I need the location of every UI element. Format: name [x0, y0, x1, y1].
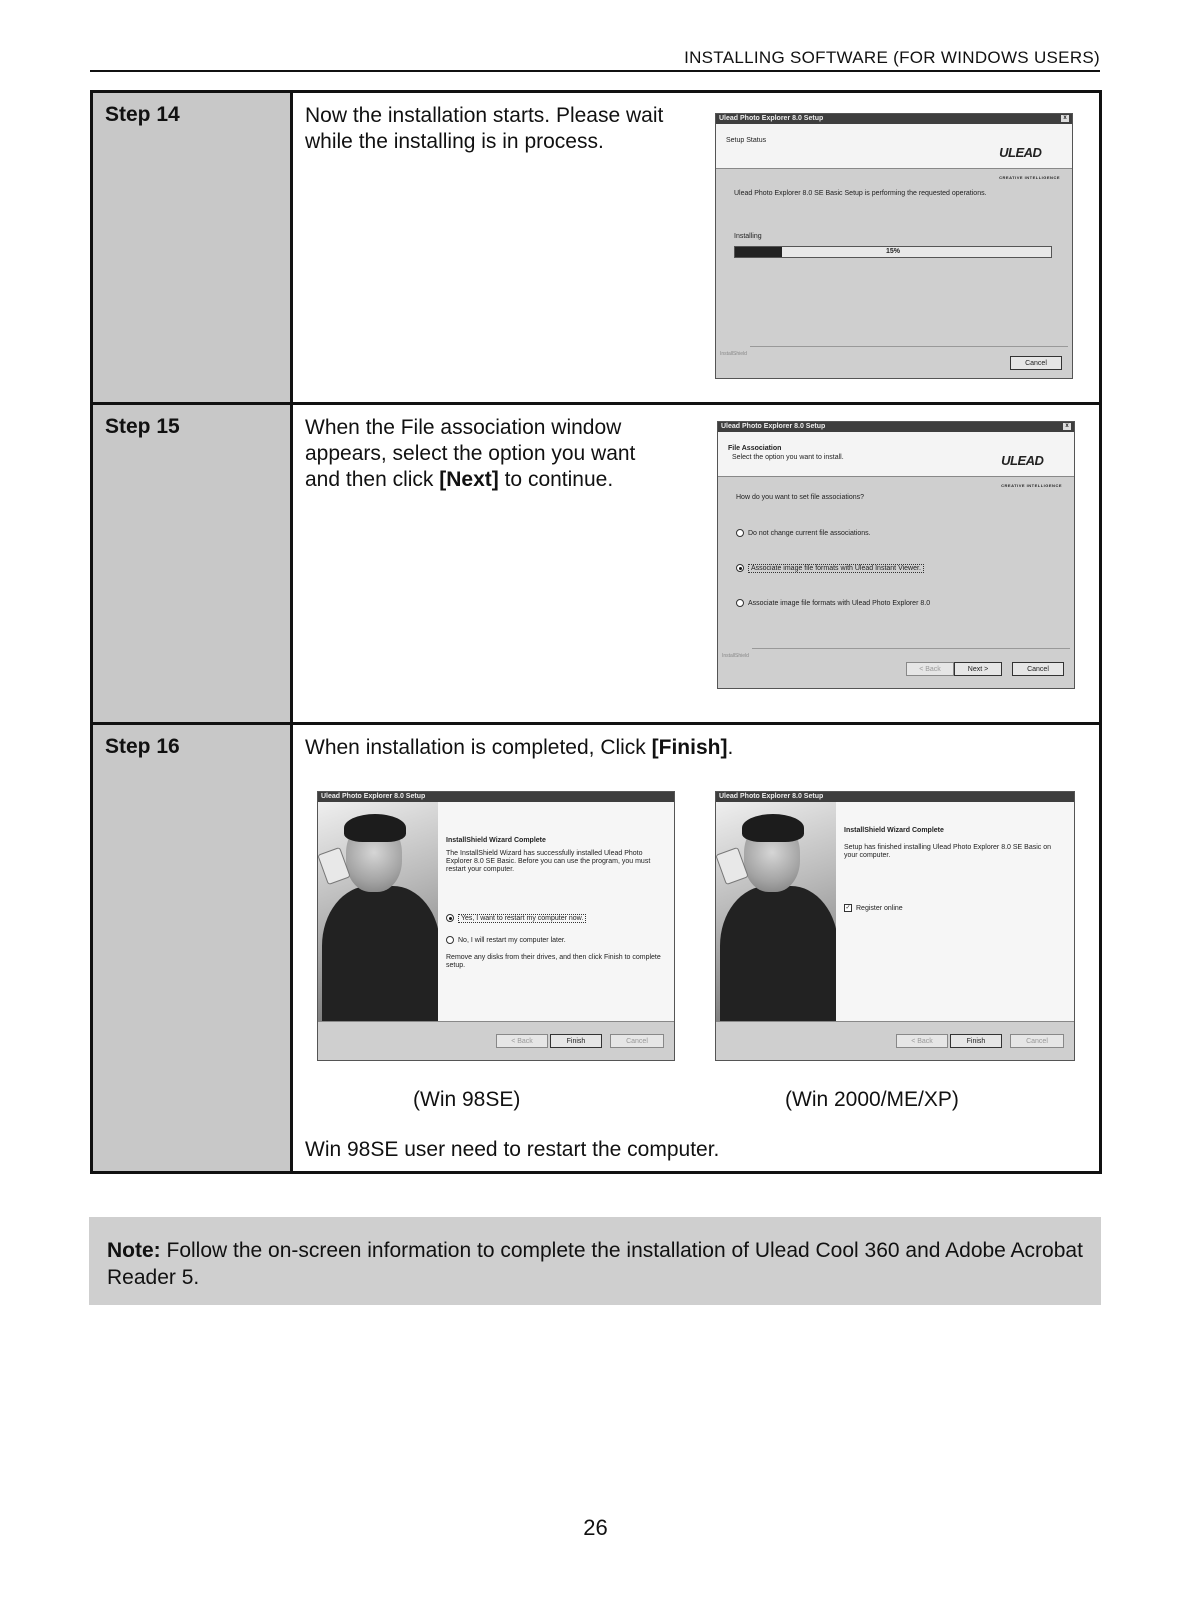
step-content: [293, 405, 1099, 722]
footer-separator: [722, 648, 1070, 659]
step-label: Step 14: [93, 93, 293, 402]
man-photo: [716, 802, 836, 1022]
step-content: [293, 725, 1099, 1171]
cancel-button[interactable]: Cancel: [1010, 356, 1062, 370]
ulead-logo: [999, 140, 1060, 191]
step-description: [305, 415, 675, 493]
footer-separator: [720, 346, 1068, 357]
dialog-title: Ulead Photo Explorer 8.0 Setup: [719, 793, 824, 800]
back-button[interactable]: < Back: [906, 662, 954, 676]
wizard-heading: InstallShield Wizard Complete: [844, 827, 944, 834]
radio-icon[interactable]: [446, 936, 454, 944]
dialog-heading: File Association: [728, 445, 782, 452]
step-description: Now the installation starts. Please wait while the installing is in process.: [305, 104, 664, 153]
logo-tagline: CREATIVE INTELLIGENCE: [1001, 483, 1062, 488]
wizard-button-bar: [318, 1021, 674, 1060]
file-association-screenshot: [717, 421, 1075, 689]
dialog-title: Ulead Photo Explorer 8.0 Setup: [719, 115, 824, 122]
photo-hair: [742, 814, 804, 842]
caption-win98se: (Win 98SE): [413, 1088, 521, 1111]
caption-win2000-me-xp: (Win 2000/ME/XP): [785, 1088, 959, 1111]
status-text: Ulead Photo Explorer 8.0 SE Basic Setup is performing the requested operations.: [734, 190, 987, 197]
wizard-text-panel: [438, 802, 674, 1022]
finish-button[interactable]: Finish: [950, 1034, 1002, 1048]
wizard-body: Setup has finished installing Ulead Photo Explorer 8.0 SE Basic on your computer.: [844, 844, 1052, 859]
radio-icon[interactable]: [736, 529, 744, 537]
cancel-button[interactable]: Cancel: [1010, 1034, 1064, 1048]
photo-hair: [344, 814, 406, 842]
cancel-button[interactable]: Cancel: [610, 1034, 664, 1048]
close-icon: x: [1061, 115, 1069, 122]
register-online-checkbox[interactable]: [844, 896, 1066, 922]
radio-label: Yes, I want to restart my computer now.: [458, 914, 586, 923]
text-part: When the File association window appears, select the option you want and then click: [305, 416, 636, 491]
dialog-subtitle: Setup Status: [726, 137, 767, 144]
step-16-row: [93, 725, 1099, 1171]
back-button[interactable]: < Back: [496, 1034, 548, 1048]
dialog-title: Ulead Photo Explorer 8.0 Setup: [321, 793, 426, 800]
step-content: [293, 93, 1099, 402]
wizard-text-panel: [836, 802, 1074, 1022]
dialog-title-bar: [716, 114, 1072, 124]
radio-label: Associate image file formats with Ulead Instant Viewer.: [748, 564, 924, 573]
radio-label: Associate image file formats with Ulead Photo Explorer 8.0: [748, 600, 931, 607]
radio-selected-icon[interactable]: [446, 914, 454, 922]
checkbox-checked-icon[interactable]: ✓: [845, 905, 851, 912]
note-text: Follow the on-screen information to complete the installation of Ulead Cool 360 and Adobe Acrobat Reader 5.: [107, 1239, 1083, 1289]
setup-status-screenshot: [715, 113, 1073, 379]
finish-keyword: [Finish]: [651, 736, 728, 759]
note-box: [89, 1217, 1101, 1305]
installshield-brand: InstallShield: [720, 341, 750, 367]
step-label: Step 16: [93, 725, 293, 1171]
radio-option[interactable]: [736, 591, 930, 617]
photo-body: [322, 886, 438, 1022]
dialog-title-bar: [718, 422, 1074, 432]
radio-option-selected[interactable]: [736, 556, 924, 582]
step-label: Step 15: [93, 405, 293, 722]
progress-percent: 15%: [885, 248, 900, 255]
dialog-title: Ulead Photo Explorer 8.0 Setup: [721, 423, 826, 430]
steps-table: [90, 90, 1102, 1174]
installshield-brand: InstallShield: [722, 643, 752, 669]
radio-label: No, I will restart my computer later.: [458, 937, 566, 944]
logo-text: ULEAD: [1001, 453, 1044, 468]
ulead-logo: [1001, 448, 1062, 499]
restart-note: Win 98SE user need to restart the computer.: [305, 1138, 720, 1161]
logo-text: ULEAD: [999, 145, 1042, 160]
step-description: [305, 735, 1087, 761]
finish-button[interactable]: Finish: [550, 1034, 602, 1048]
wizard-button-bar: [716, 1021, 1074, 1060]
wizard-complete-98-screenshot: [317, 791, 675, 1061]
radio-icon[interactable]: [736, 599, 744, 607]
radio-option[interactable]: [736, 521, 871, 547]
note-label: Note:: [107, 1239, 161, 1262]
wizard-heading: InstallShield Wizard Complete: [446, 837, 546, 844]
dialog-header: [716, 124, 1072, 180]
progress-bar: [734, 246, 1052, 258]
step-14-row: [93, 93, 1099, 405]
dialog-subtitle: Select the option you want to install.: [732, 454, 844, 461]
radio-selected-icon[interactable]: [736, 564, 744, 572]
next-keyword: [Next]: [439, 468, 499, 491]
next-button[interactable]: Next >: [954, 662, 1002, 676]
remove-disks-text: Remove any disks from their drives, and then click Finish to complete setup.: [446, 954, 661, 969]
man-photo: [318, 802, 438, 1022]
photo-body: [720, 886, 836, 1022]
back-button[interactable]: < Back: [896, 1034, 948, 1048]
step-15-row: [93, 405, 1099, 725]
restart-later-option[interactable]: [446, 928, 666, 954]
text-part: to continue.: [498, 468, 614, 491]
dialog-header: [718, 432, 1074, 488]
dialog-title-bar: [318, 792, 674, 802]
close-icon: x: [1063, 423, 1071, 430]
cancel-button[interactable]: Cancel: [1012, 662, 1064, 676]
text-part: .: [727, 736, 734, 759]
checkbox-label: Register online: [856, 905, 903, 912]
page-number: 26: [583, 1515, 608, 1540]
radio-label: Do not change current file associations.: [748, 530, 871, 537]
logo-tagline: CREATIVE INTELLIGENCE: [999, 175, 1060, 180]
installing-label: Installing: [734, 233, 762, 240]
text-part: When installation is completed, Click: [305, 736, 652, 759]
page-header: INSTALLING SOFTWARE (FOR WINDOWS USERS): [90, 48, 1100, 72]
dialog-title-bar: [716, 792, 1074, 802]
question-text: How do you want to set file associations?: [736, 494, 865, 501]
wizard-complete-xp-screenshot: [715, 791, 1075, 1061]
wizard-body: The InstallShield Wizard has successfully installed Ulead Photo Explorer 8.0 SE Basic. Before you can use the program, you must restart your computer.: [446, 850, 651, 873]
